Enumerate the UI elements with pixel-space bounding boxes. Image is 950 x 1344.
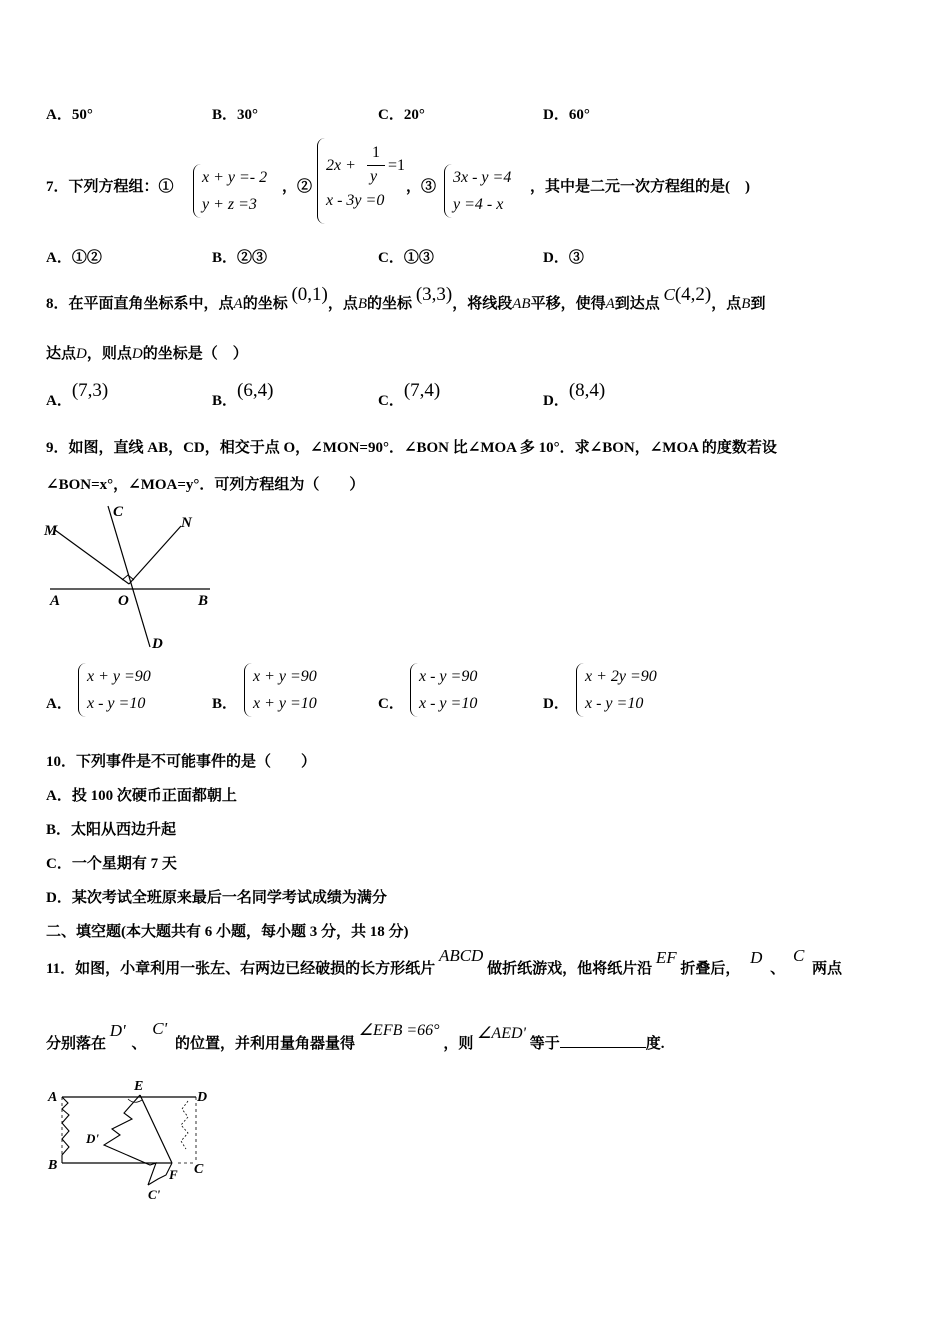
equation: x + y =- 2 (202, 169, 268, 186)
label-a: A (48, 1090, 58, 1105)
equation: 3x - y =4 (453, 169, 512, 186)
q8-line-2: 达点D，则点D的坐标是（ ） (46, 346, 248, 362)
q8-option-c: C．(7,4) (378, 380, 441, 409)
label-d: D (197, 1090, 208, 1105)
equation: x + y =10 (253, 695, 317, 712)
q6-option-c: C．20° (378, 107, 425, 123)
folded-torn-edge (104, 1095, 156, 1185)
q8-line-1: 8．在平面直角坐标系中，点A的坐标 (0,1)，点B的坐标 (3,3)，将线段AB平移，使得A到达点 C(4,2)，点B到 (46, 284, 766, 312)
q8-option-b: B．(6,4) (212, 380, 274, 409)
q8-option-d: D．(8,4) (543, 380, 606, 409)
q9-option-a-system (78, 663, 151, 717)
label-m: M (44, 523, 58, 539)
equation: x - y =90 (419, 668, 478, 685)
q11-line-1: 11．如图，小章利用一张左、右两边已经破损的长方形纸片 ABCD 做折纸游戏，他将纸片沿 EF 折叠后， D 、 C 两点 (46, 946, 843, 977)
label-f: F (169, 1167, 178, 1182)
equation-with-fraction: 2x + 1 y =1 (326, 144, 406, 185)
q6-option-b: B．30° (212, 107, 259, 123)
label-dp: D' (86, 1131, 99, 1146)
q9-option-d-label: D． (543, 696, 569, 712)
label-e: E (134, 1079, 144, 1094)
q9-option-c-label: C． (378, 696, 404, 712)
equation: y + z =3 (202, 196, 257, 213)
section-2-heading: 二、填空题(本大题共有 6 小题，每小题 3 分，共 18 分) (46, 924, 409, 940)
q7-suffix: ，其中是二元一次方程组的是( ) (530, 179, 750, 195)
equation: x + y =90 (253, 668, 317, 685)
right-angle-mark (122, 575, 134, 580)
equation: x + y =90 (87, 668, 151, 685)
q10-option-d: D．某次考试全班原来最后一名同学考试成绩为满分 (46, 890, 387, 906)
q9-option-b-system (244, 663, 317, 717)
dashed-torn-right (181, 1101, 188, 1149)
q9-option-c-system (410, 663, 477, 717)
answer-blank[interactable] (560, 1034, 646, 1048)
equation: x + 2y =90 (585, 668, 657, 685)
q6-option-d: D．60° (543, 107, 590, 123)
label-c: C (113, 504, 124, 520)
q9-option-b-label: B． (212, 696, 238, 712)
label-b: B (48, 1158, 58, 1173)
equation: x - y =10 (419, 695, 478, 712)
q7-option-c: C．①③ (378, 250, 434, 266)
q9-line-2: ∠BON=x°，∠MOA=y°．可列方程组为（ ） (46, 477, 365, 493)
q7-option-a: A．①② (46, 250, 102, 266)
label-d: D (152, 636, 163, 652)
line-cd (108, 506, 150, 647)
q7-prefix: 7．下列方程组：① (46, 179, 174, 195)
q7-option-d: D．③ (543, 250, 584, 266)
label-b: B (198, 593, 209, 609)
label-n: N (181, 515, 192, 531)
q7-system-2 (317, 138, 406, 224)
left-torn-edge (62, 1097, 69, 1163)
q7-mark-3: ，③ (406, 179, 437, 195)
label-o: O (118, 593, 129, 609)
equation: x - y =10 (87, 695, 146, 712)
q7-option-b: B．②③ (212, 250, 268, 266)
q6-option-a: A．50° (46, 107, 93, 123)
q9-option-a-label: A． (46, 696, 72, 712)
q10-option-b: B．太阳从西边升起 (46, 822, 177, 838)
q7-mark-2: ，② (282, 179, 313, 195)
q10-option-a: A．投 100 次硬币正面都朝上 (46, 788, 237, 804)
label-c: C (194, 1162, 204, 1177)
label-a: A (50, 593, 61, 609)
q7-system-3 (444, 164, 511, 218)
q9-figure (40, 500, 220, 655)
equation: y =4 - x (453, 196, 504, 213)
q8-option-a: A．(7,3) (46, 380, 109, 409)
q11-line-2: 分别落在 D' 、 C' 的位置，并利用量角器量得 ∠EFB =66° ，则 ∠AED' 等于 度. (46, 1019, 665, 1052)
q7-system-1 (193, 164, 267, 218)
q9-line-1: 9．如图，直线 AB，CD，相交于点 O，∠MON=90°．∠BON 比∠MOA 多 10°．求∠BON，∠MOA 的度数若设 (46, 440, 777, 456)
equation: x - 3y =0 (326, 192, 385, 209)
ray-on (129, 526, 181, 584)
q10-option-c: C．一个星期有 7 天 (46, 856, 177, 872)
equation: x - y =10 (585, 695, 644, 712)
q10-stem: 10．下列事件是不可能事件的是（ ） (46, 754, 317, 770)
q11-figure (40, 1075, 220, 1205)
fold-line-ef (140, 1095, 172, 1163)
label-cp: C' (148, 1187, 161, 1202)
q9-option-d-system (576, 663, 657, 717)
